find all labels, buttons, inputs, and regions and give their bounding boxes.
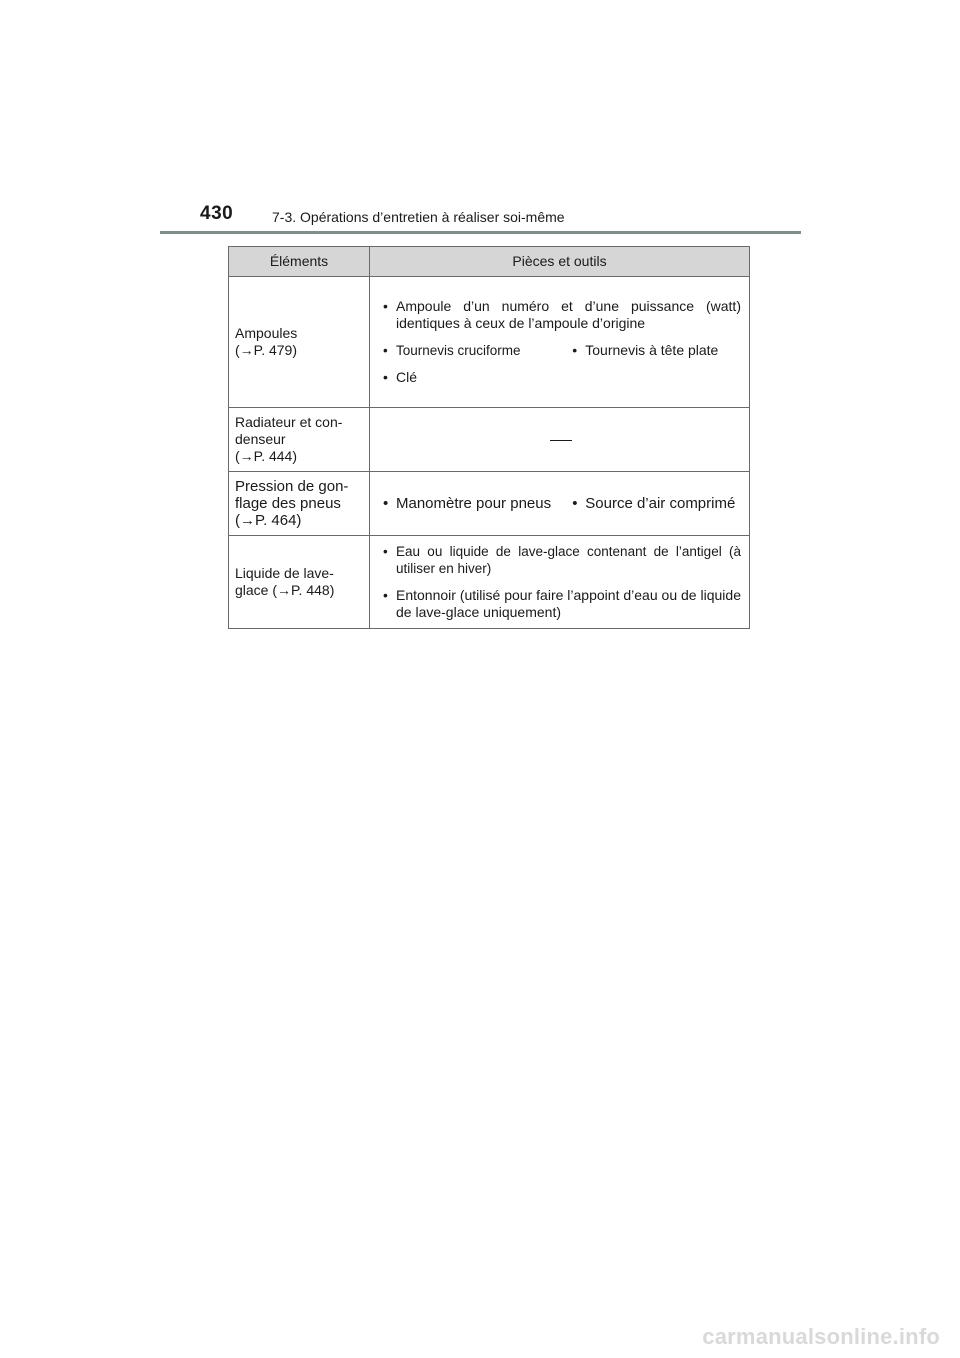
header-divider xyxy=(160,231,801,234)
table-row xyxy=(229,277,750,408)
page-number: 430 xyxy=(200,203,234,224)
not-applicable-dash xyxy=(550,440,572,441)
table-header-row xyxy=(229,247,750,277)
item-cell xyxy=(229,277,370,408)
section-title: 7-3. Opérations d’entretien à réaliser soi-même xyxy=(272,209,565,225)
item-label: denseur xyxy=(235,431,286,447)
tool-item: • Tournevis cruciforme xyxy=(380,342,569,359)
item-label: Ampoules xyxy=(235,325,298,341)
item-label: Radiateur et con- xyxy=(235,414,343,430)
watermark: carmanualsonline.info xyxy=(702,1324,940,1349)
page-reference: (→P. 479) xyxy=(235,342,297,358)
item-label: Liquide de lave- xyxy=(235,565,334,581)
table-row xyxy=(229,536,750,629)
item-label: flage des pneus xyxy=(235,495,341,512)
tools-cell xyxy=(370,277,750,408)
item-label: Pression de gon- xyxy=(235,478,349,495)
tool-item: • Entonnoir (utilisé pour faire l’appoint d’eau ou de liquide de lave-glace uniquement) xyxy=(380,587,741,621)
tool-item: • Tournevis à tête plate xyxy=(569,342,758,359)
column-header-tools: Pièces et outils xyxy=(370,247,750,277)
tools-cell-empty xyxy=(370,408,750,472)
tool-item: • Clé xyxy=(380,369,741,386)
page-reference: (→P. 464) xyxy=(235,512,302,529)
item-cell xyxy=(229,536,370,629)
table-row xyxy=(229,472,750,536)
item-label: glace (→P. 448) xyxy=(235,582,335,598)
tool-item: • Eau ou liquide de lave-glace contenant de l’antigel (à utiliser en hiver) xyxy=(380,543,741,577)
item-cell xyxy=(229,472,370,536)
tool-item: • Manomètre pour pneus xyxy=(380,495,569,512)
column-header-items: Éléments xyxy=(229,247,370,277)
tool-item: • Source d’air comprimé xyxy=(569,495,758,512)
table-row xyxy=(229,408,750,472)
tool-item: • Ampoule d’un numéro et d’une puissance (watt) identiques à ceux de l’ampoule d’origine xyxy=(380,298,741,332)
tools-cell xyxy=(370,536,750,629)
parts-tools-table xyxy=(228,246,750,629)
item-cell xyxy=(229,408,370,472)
tools-cell xyxy=(370,472,750,536)
page-reference: (→P. 444) xyxy=(235,448,297,464)
